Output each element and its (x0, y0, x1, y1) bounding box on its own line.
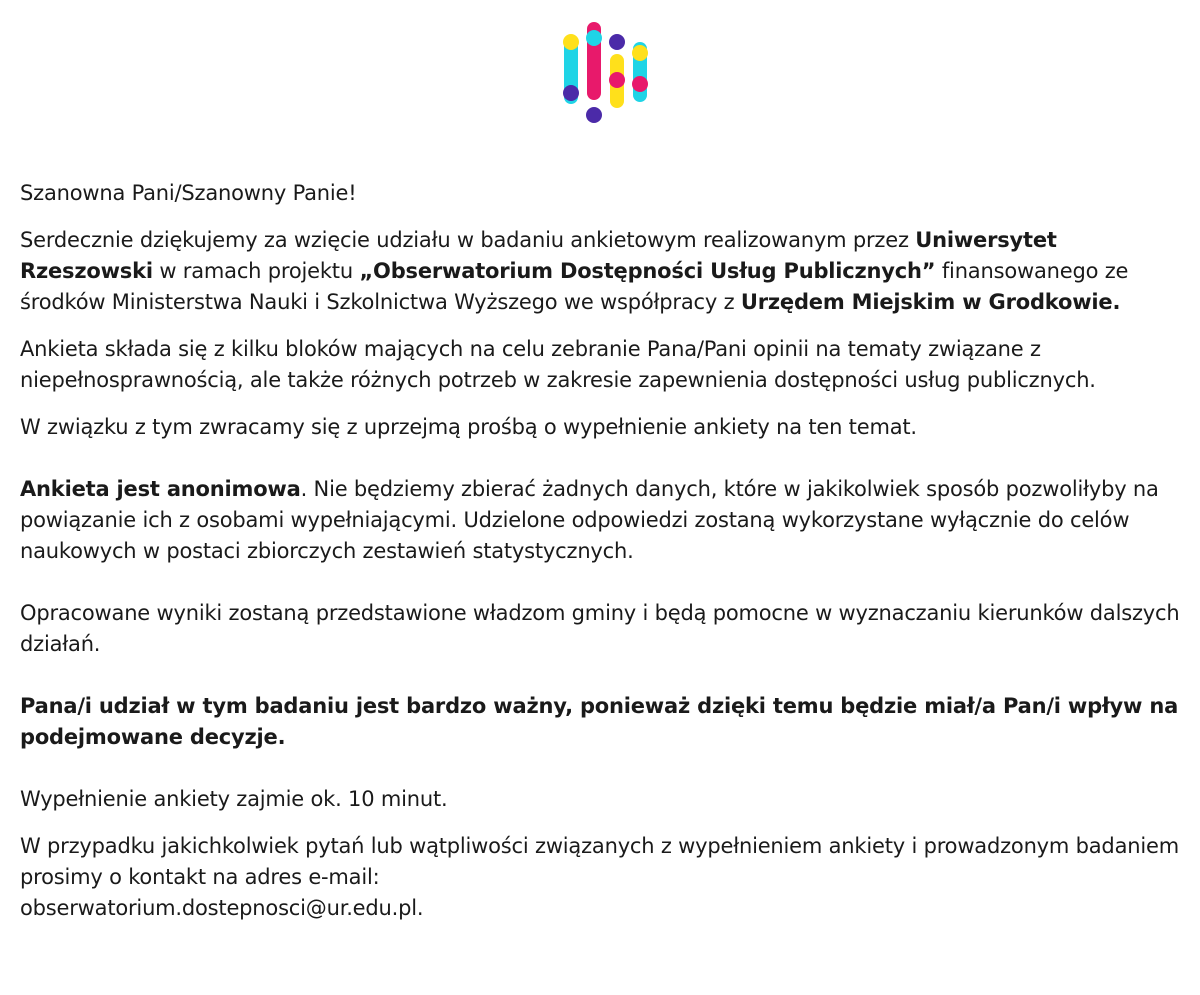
observatory-logo-icon (558, 18, 654, 126)
intro-text-2: w ramach projektu (152, 259, 360, 283)
project-name: „Obserwatorium Dostępności Usług Publicznych” (359, 259, 936, 283)
contact-email-link[interactable]: obserwatorium.dostepnosci@ur.edu.pl. (20, 896, 424, 920)
anonymous-paragraph (20, 474, 1190, 567)
intro-paragraph (20, 225, 1190, 318)
letter-body (20, 178, 1190, 940)
greeting: Szanowna Pani/Szanowny Panie! (20, 181, 357, 205)
request-paragraph: W związku z tym zwracamy się z uprzejmą prośbą o wypełnienie ankiety na ten temat. (20, 415, 917, 439)
intro-text-1: Serdecznie dziękujemy za wzięcie udziału w badaniu ankietowym realizowanym przez (20, 228, 916, 252)
results-paragraph: Opracowane wyniki zostaną przedstawione władzom gminy i będą pomocne w wyznaczaniu kierunków dalszych działań. (20, 601, 1180, 656)
contact-paragraph (20, 831, 1190, 924)
importance-bold: Pana/i udział w tym badaniu jest bardzo ważny, ponieważ dzięki temu będzie miał/a Pan/i wpływ na podejmowane decyzje. (20, 694, 1179, 749)
blocks-paragraph: Ankieta składa się z kilku bloków mających na celu zebranie Pana/Pani opinii na tematy związane z niepełnosprawnością, ale także różnych potrzeb w zakresie zapewnienia dostępności usług publicznych. (20, 337, 1096, 392)
university-name: Uniwersytet Rzeszowski (20, 228, 1057, 283)
duration-paragraph: Wypełnienie ankiety zajmie ok. 10 minut. (20, 787, 448, 811)
partner-name: Urzędem Miejskim w Grodkowie. (740, 290, 1121, 314)
header (0, 0, 1200, 140)
importance-paragraph (20, 691, 1190, 753)
anonymous-text: . Nie będziemy zbierać żadnych danych, które w jakikolwiek sposób pozwoliłyby na powiązanie ich z osobami wypełniającymi. Udzielone odpowiedzi zostaną wykorzystane wyłącznie do celów naukowych w postaci zbiorczych zestawień statystycznych. (20, 477, 1159, 563)
anonymous-bold: Ankieta jest anonimowa (20, 477, 301, 501)
contact-text: W przypadku jakichkolwiek pytań lub wątpliwości związanych z wypełnieniem ankiety i prowadzonym badaniem prosimy o kontakt na adres e-mail: (20, 834, 1179, 889)
intro-text-3: finansowanego ze środków Ministerstwa Nauki i Szkolnictwa Wyższego we współpracy z (20, 259, 1129, 314)
